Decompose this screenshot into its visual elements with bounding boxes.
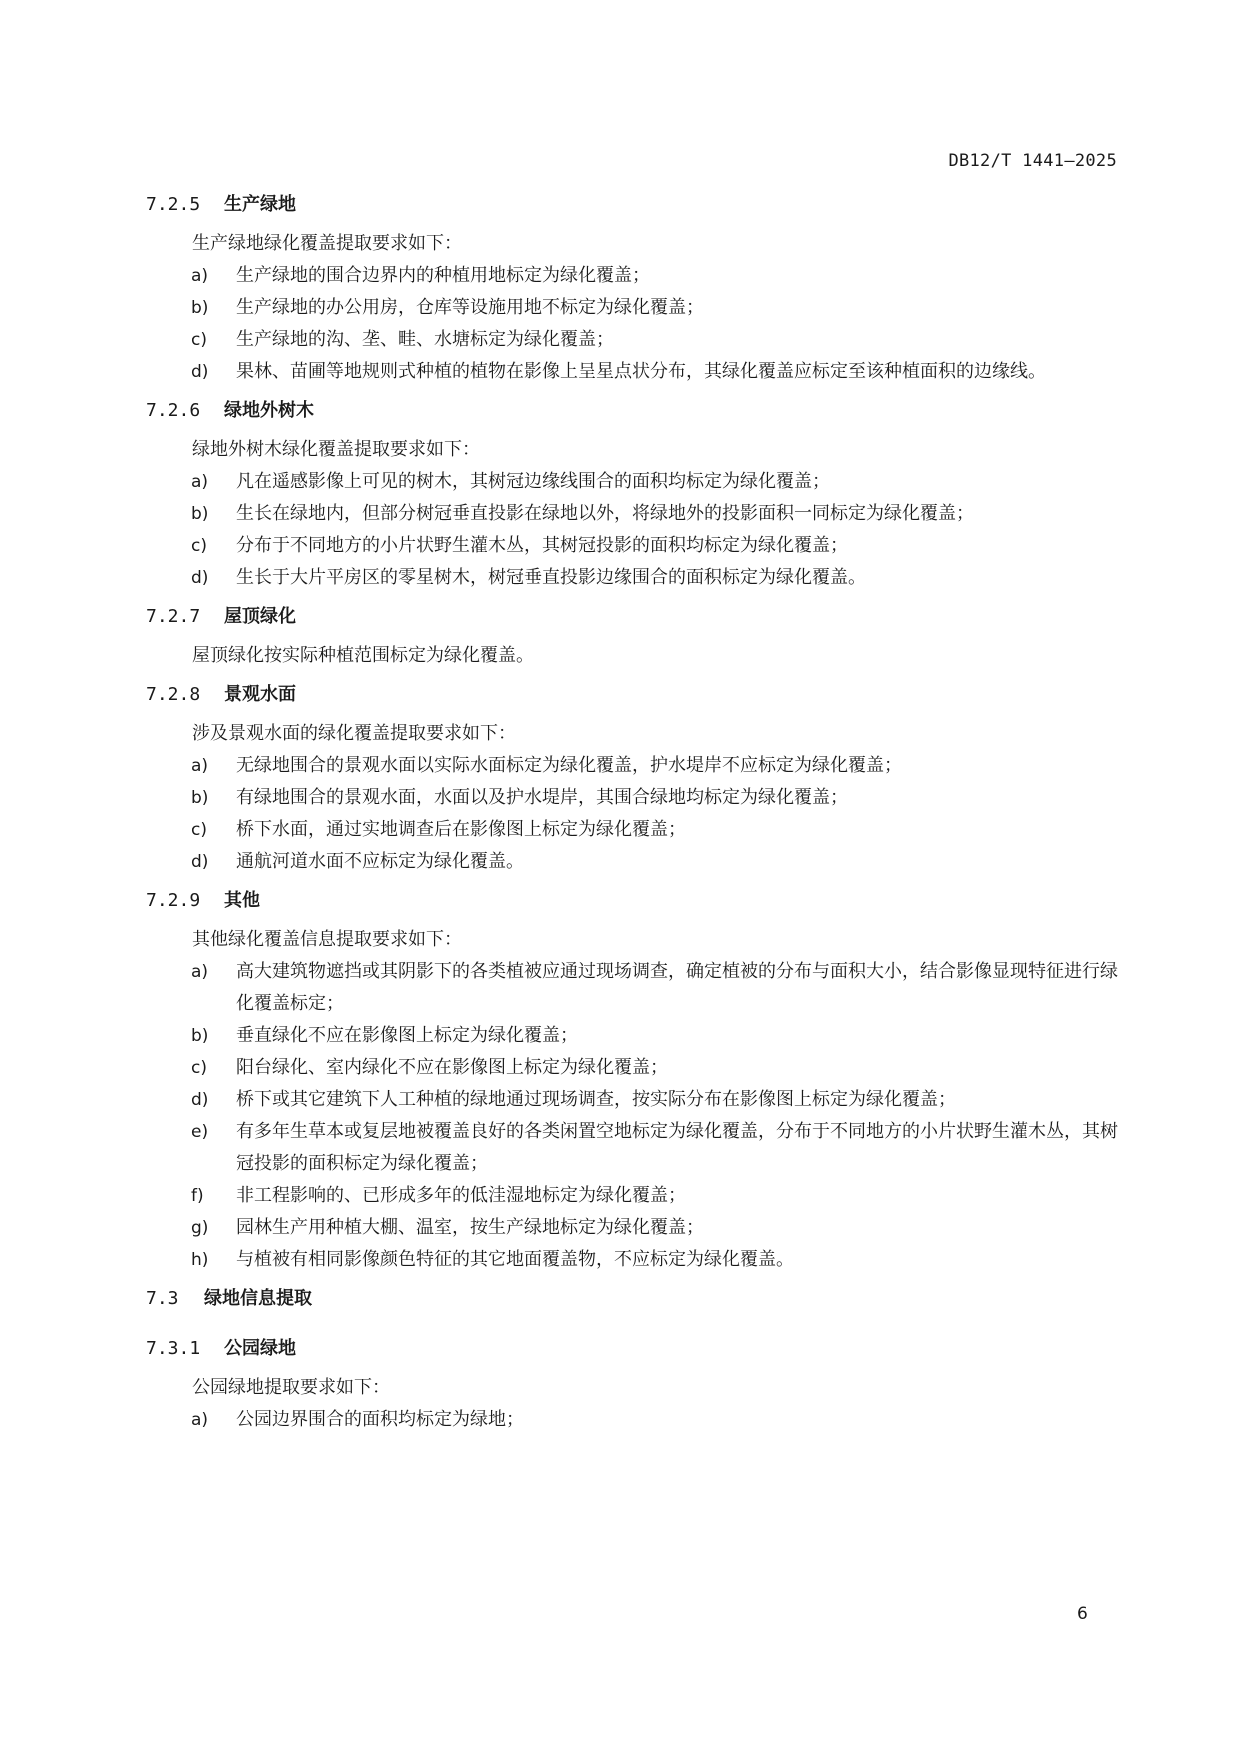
list-item: a) 无绿地围合的景观水面以实际水面标定为绿化覆盖，护水堤岸不应标定为绿化覆盖； <box>191 755 902 776</box>
section-heading: 7.3.1 公园绿地 <box>146 1338 296 1359</box>
section-heading: 7.2.5 生产绿地 <box>146 194 296 215</box>
section-intro: 公园绿地提取要求如下： <box>192 1377 390 1398</box>
list-item: g) 园林生产用种植大棚、温室，按生产绿地标定为绿化覆盖； <box>191 1217 704 1238</box>
list-item: a) 公园边界围合的面积均标定为绿地； <box>191 1409 524 1430</box>
section-heading: 7.3 绿地信息提取 <box>146 1288 312 1309</box>
list-item: a) 生产绿地的围合边界内的种植用地标定为绿化覆盖； <box>191 265 650 286</box>
section-intro: 其他绿化覆盖信息提取要求如下： <box>192 929 462 950</box>
list-item: b) 垂直绿化不应在影像图上标定为绿化覆盖； <box>191 1025 578 1046</box>
list-item: a) 凡在遥感影像上可见的树木，其树冠边缘线围合的面积均标定为绿化覆盖； <box>191 471 830 492</box>
list-item: b) 有绿地围合的景观水面，水面以及护水堤岸，其围合绿地均标定为绿化覆盖； <box>191 787 848 808</box>
list-item: e) 有多年生草本或复层地被覆盖良好的各类闲置空地标定为绿化覆盖，分布于不同地方的小片状野生灌木丛，其树冠投影的面积标定为绿化覆盖； <box>191 1121 1118 1174</box>
section-intro: 涉及景观水面的绿化覆盖提取要求如下： <box>192 723 516 744</box>
section-intro: 生产绿地绿化覆盖提取要求如下： <box>192 233 462 254</box>
section-heading: 7.2.9 其他 <box>146 890 260 911</box>
section-heading: 7.2.7 屋顶绿化 <box>146 606 296 627</box>
list-item: d) 果林、苗圃等地规则式种植的植物在影像上呈星点状分布，其绿化覆盖应标定至该种植面积的边缘线。 <box>191 361 1046 382</box>
list-item: f) 非工程影响的、已形成多年的低洼湿地标定为绿化覆盖； <box>191 1185 686 1206</box>
document-id: DB12/T 1441—2025 <box>948 151 1117 171</box>
page-content <box>146 194 1122 1436</box>
list-item: h) 与植被有相同影像颜色特征的其它地面覆盖物，不应标定为绿化覆盖。 <box>191 1249 794 1270</box>
list-item: c) 桥下水面，通过实地调查后在影像图上标定为绿化覆盖； <box>191 819 686 840</box>
list-item: b) 生长在绿地内，但部分树冠垂直投影在绿地以外，将绿地外的投影面积一同标定为绿化覆盖； <box>191 503 974 524</box>
section-heading: 7.2.6 绿地外树木 <box>146 400 314 421</box>
page-number: 6 <box>1077 1604 1088 1624</box>
section-intro: 屋顶绿化按实际种植范围标定为绿化覆盖。 <box>192 645 534 666</box>
list-item: a) 高大建筑物遮挡或其阴影下的各类植被应通过现场调查，确定植被的分布与面积大小，结合影像显现特征进行绿化覆盖标定； <box>191 961 1118 1014</box>
list-item: c) 生产绿地的沟、垄、畦、水塘标定为绿化覆盖； <box>191 329 614 350</box>
section-intro: 绿地外树木绿化覆盖提取要求如下： <box>192 439 480 460</box>
list-item: c) 阳台绿化、室内绿化不应在影像图上标定为绿化覆盖； <box>191 1057 668 1078</box>
list-item: d) 桥下或其它建筑下人工种植的绿地通过现场调查，按实际分布在影像图上标定为绿化覆盖； <box>191 1089 956 1110</box>
list-item: c) 分布于不同地方的小片状野生灌木丛，其树冠投影的面积均标定为绿化覆盖； <box>191 535 848 556</box>
list-item: d) 生长于大片平房区的零星树木，树冠垂直投影边缘围合的面积标定为绿化覆盖。 <box>191 567 866 588</box>
list-item: d) 通航河道水面不应标定为绿化覆盖。 <box>191 851 524 872</box>
list-item: b) 生产绿地的办公用房，仓库等设施用地不标定为绿化覆盖； <box>191 297 704 318</box>
section-heading: 7.2.8 景观水面 <box>146 684 296 705</box>
